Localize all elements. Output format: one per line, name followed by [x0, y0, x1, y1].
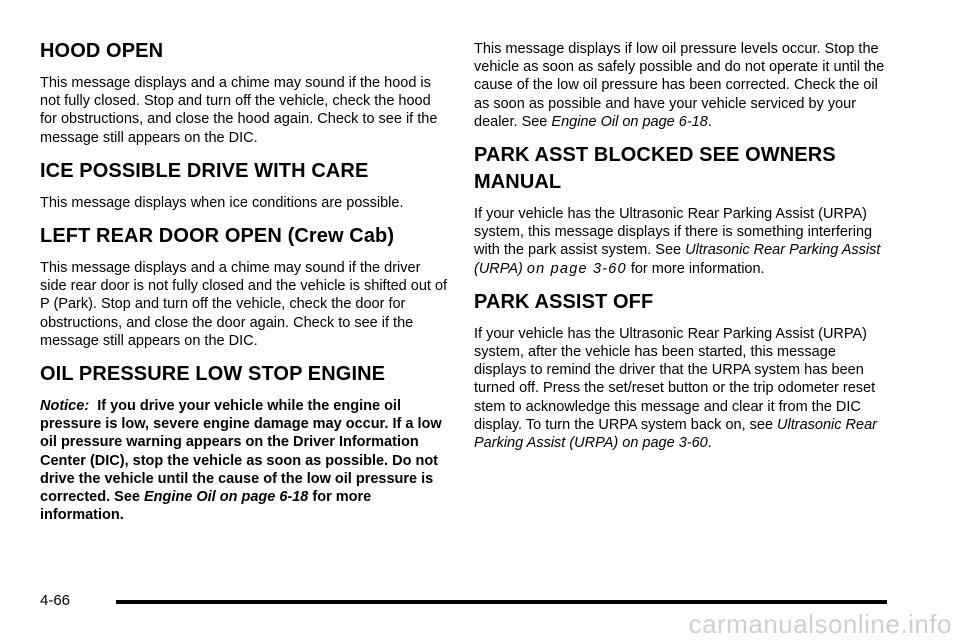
urpa-off-link[interactable]: Ultrasonic Rear Parking Assist (URPA) on page 3-60 — [474, 416, 877, 452]
watermark: carmanualsonline.info — [688, 609, 952, 639]
park-asst-blocked-heading: PARK ASST BLOCKED SEE OWNERS MANUAL — [474, 144, 836, 194]
right-column — [474, 40, 886, 463]
notice-text: If you drive your vehicle while the engine oil pressure is low, severe engine damage may occur. If a low oil pressure warning appears on the Driver Information Center (DIC), stop the vehicle as soon as possible. Do not drive the vehicle until the cause of the low oil pressure is corrected. See — [40, 398, 442, 506]
ice-possible-heading: ICE POSSIBLE DRIVE WITH CARE — [40, 159, 369, 182]
urpa-page-link[interactable]: on page 3-60 — [526, 260, 627, 277]
hood-open-body: This message displays and a chime may sound if the hood is not fully closed. Stop and turn off the vehicle, check the hood for obstructions, and close the hood again. Check to see if the message still appears on the DIC. — [40, 75, 438, 146]
oil-pressure-heading: OIL PRESSURE LOW STOP ENGINE — [40, 363, 386, 386]
urpa-link[interactable]: Ultrasonic Rear Parking Assist (URPA) — [474, 242, 881, 277]
oil-pressure-notice — [40, 397, 448, 524]
page-number: 4-66 — [40, 592, 71, 609]
park-off-text: If your vehicle has the Ultrasonic Rear Parking Assist (URPA) system, after the vehicle has been started, this message displays to remind the driver that the URPA system has been turned off. Press the set/reset button or the trip odometer reset stem to acknowledge this message and clear it from the DIC display. To turn the URPA system back on, see — [474, 325, 876, 433]
hood-open-heading: HOOD OPEN — [40, 40, 164, 62]
left-column — [40, 38, 448, 535]
footer-rule — [116, 600, 887, 604]
park-blocked-text: If your vehicle has the Ultrasonic Rear Parking Assist (URPA) system, this message displays if there is something interfering with the park assist system. See — [474, 206, 873, 259]
park-assist-off-heading: PARK ASSIST OFF — [474, 290, 654, 313]
notice-label: Notice: — [40, 398, 90, 415]
left-rear-door-body: This message displays and a chime may sound if the driver side rear door is not fully closed and the vehicle is shifted out of P (Park). Stop and turn off the vehicle, check the door for obstructions, and close the door again. Check to see if the message still appears on the DIC. — [40, 260, 448, 349]
notice-engine-oil-link[interactable]: Engine Oil on page 6-18 — [143, 489, 309, 506]
oil-body-text: This message displays if low oil pressure levels occur. Stop the vehicle as soon as safely possible and do not operate it until the cause of the low oil pressure has been corrected. Check the oil as soon as possible and have your vehicle serviced by your dealer. See — [474, 41, 885, 130]
park-blocked-tail: for more information. — [630, 260, 765, 277]
oil-pressure-body: This message displays if low oil pressure levels occur. Stop the vehicle as soon as safely possible and do not operate it until the cause of the low oil pressure has been corrected. Check the oil as soon as possible and have your vehicle serviced by your dealer. See Engine Oil on page 6-18. — [474, 41, 885, 130]
park-asst-blocked-body — [474, 205, 886, 278]
left-rear-door-heading: LEFT REAR DOOR OPEN (Crew Cab) — [40, 225, 395, 248]
park-assist-off-body: If your vehicle has the Ultrasonic Rear Parking Assist (URPA) system, after the vehicle has been started, this message displays to remind the driver that the URPA system has been turned off. Press the set/reset button or the trip odometer reset stem to acknowledge this message and clear it from the DIC display. To turn the URPA system back on, see Ultrasonic Rear Parking Assist (URPA) on page 3-60. — [474, 325, 877, 452]
engine-oil-link[interactable]: Engine Oil on page 6-18 — [551, 113, 708, 130]
notice-tail: for more information. — [40, 489, 372, 524]
ice-possible-body: This message displays when ice conditions are possible. — [40, 194, 404, 211]
